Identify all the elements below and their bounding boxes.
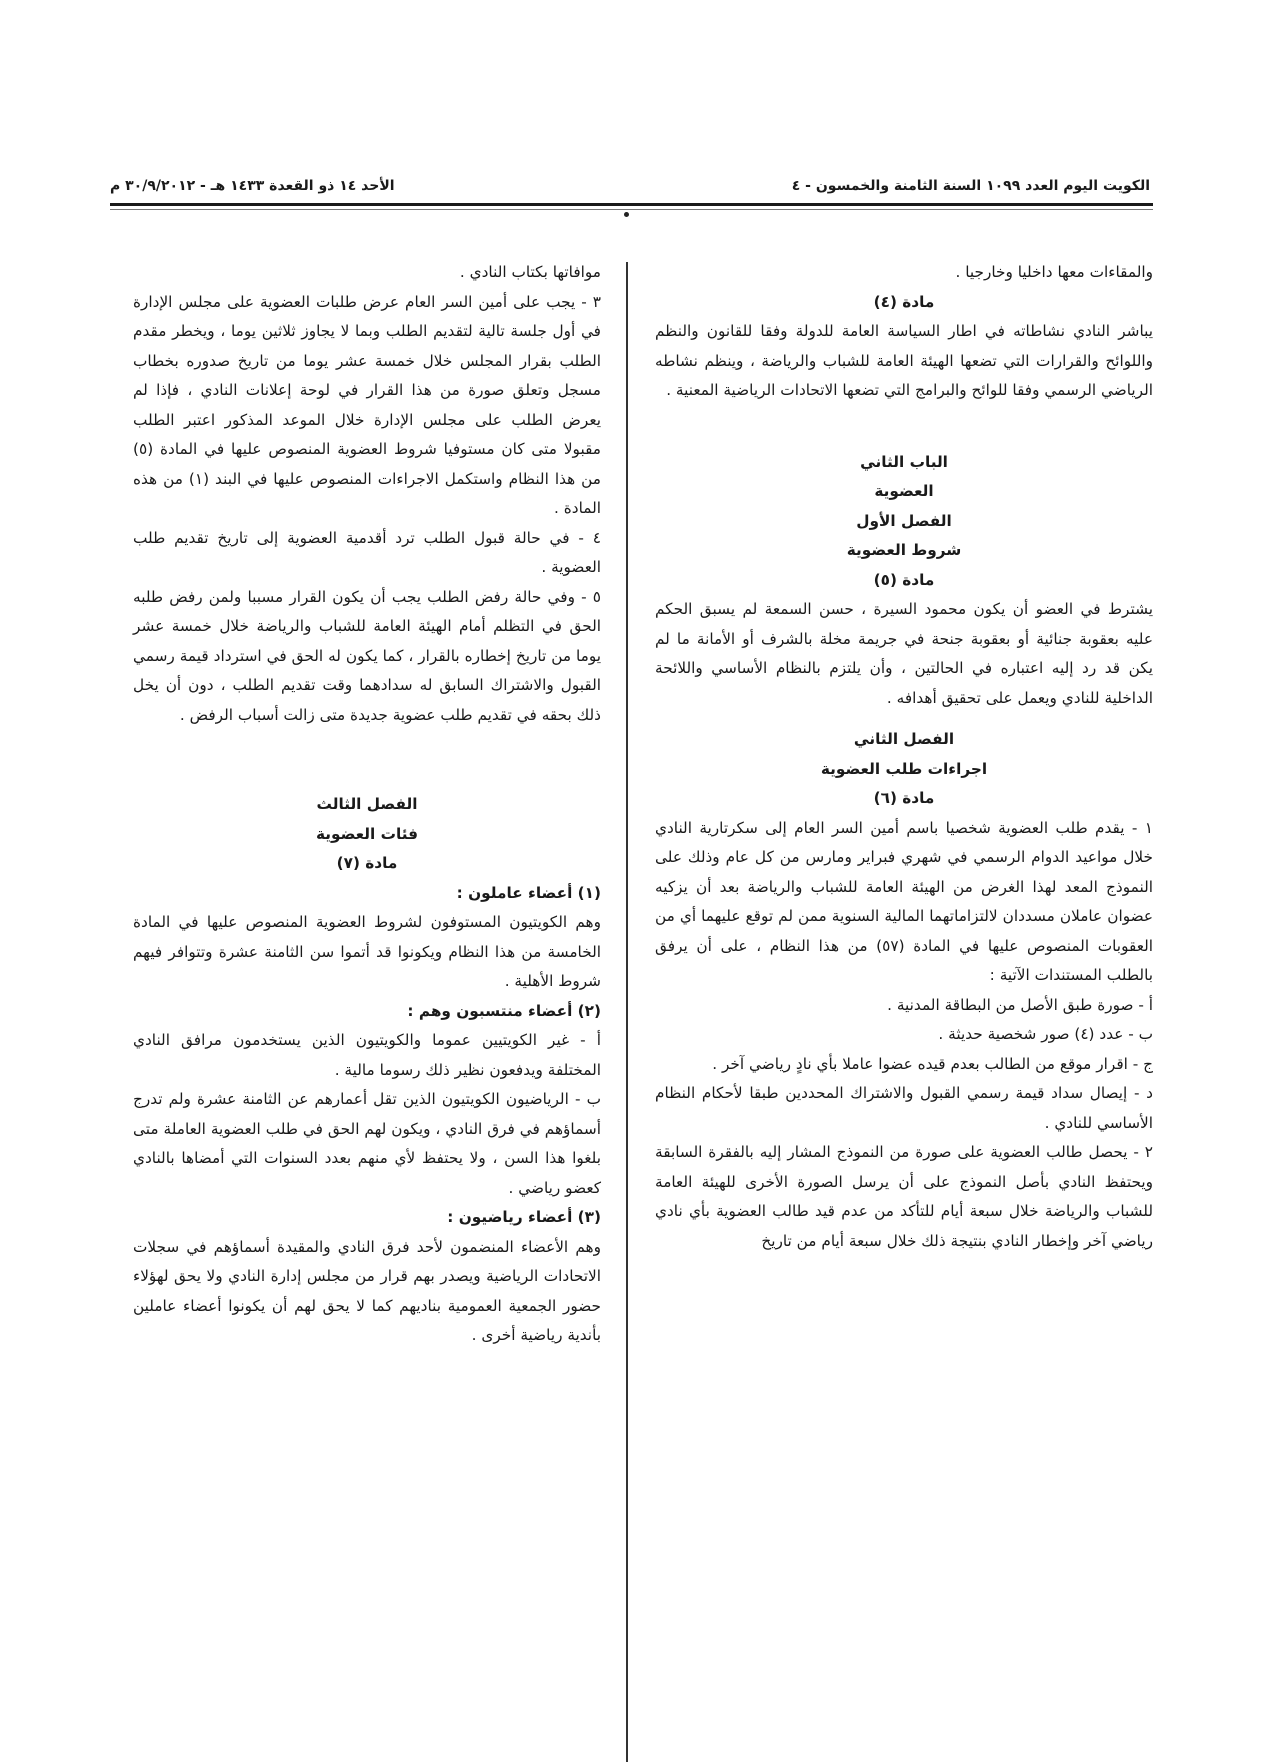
- header-rule-thick: [110, 203, 1153, 206]
- column-divider: [626, 262, 628, 1762]
- column-divider-dot: [624, 212, 629, 217]
- section-title: فئات العضوية: [315, 824, 418, 843]
- paragraph: يشترط في العضو أن يكون محمود السيرة ، حسن السمعة لم يسبق الحكم عليه بعقوبة جنائية أو بعقوبة جنحة في جريمة مخلة بالشرف أو الأمانة ما لم يكن قد رد إليه اعتباره في الحالتين ، وأن يلتزم بالنظام الأساسي واللائحة الداخلية للنادي ويعمل على تحقيق أهدافه .: [655, 600, 1153, 707]
- paragraph: يباشر النادي نشاطاته في اطار السياسة العامة للدولة وفقا للقانون والنظم واللوائح والقرارات التي تضعها الهيئة العامة للشباب والرياضة ، وينظم نشاطه الرياضي الرسمي وفقا للوائح والبرامج التي تضعها الاتحادات الرياضية المعنية .: [655, 322, 1153, 399]
- chapter-heading: الباب الثاني: [860, 452, 948, 471]
- section-heading: الفصل الأول: [856, 511, 952, 530]
- spacer: [655, 406, 1153, 436]
- paragraph: ٢ - يحصل طالب العضوية على صورة من النموذج المشار إليه بالفقرة السابقة ويحتفظ النادي بأصل النموذج على أن يرسل الصورة الأخرى للهيئة العامة للشباب والرياضة خلال سبعة أيام للتأكد من عدم قيد طالب العضوية بأي نادي رياضي آخر وإخطار النادي بنتيجة ذلك خلال سبعة أيام من تاريخ: [655, 1143, 1153, 1250]
- paragraph: وهم الكويتيون المستوفون لشروط العضوية المنصوص عليها في المادة الخامسة من هذا النظام ويكونوا قد أتموا سن الثامنة عشرة وتتوافر فيهم شروط الأهلية .: [133, 913, 601, 990]
- section-title: اجراءات طلب العضوية: [820, 759, 988, 778]
- article-heading: مادة (٤): [873, 292, 935, 311]
- list-item: ج - اقرار موقع من الطالب بعدم قيده عضوا عاملا بأي نادٍ رياضي آخر .: [712, 1054, 1153, 1073]
- page-header: [110, 178, 1150, 200]
- spacer: [133, 760, 601, 790]
- paragraph: ٣ - يجب على أمين السر العام عرض طلبات العضوية على مجلس الإدارة في أول جلسة تالية لتقديم الطلب وبما لا يجاوز ثلاثين يوما ، ويخطر مقدم الطلب بقرار المجلس خلال خمسة عشر يوما من تاريخ صدوره بخطاب مسجل وتعلق صورة من هذا القرار في لوحة إعلانات النادي ، فإذا لم يعرض الطلب على مجلس الإدارة خلال الموعد المذكور اعتبر الطلب مقبولا متى كان مستوفيا شروط العضوية المنصوص عليها في المادة (٥) من هذا النظام واستكمل الاجراءات المنصوص عليها في البند (١) من هذه المادة .: [133, 292, 601, 517]
- list-item: د - إيصال سداد قيمة رسمي القبول والاشتراك المحددين طبقا لأحكام النظام الأساسي للنادي .: [655, 1084, 1153, 1132]
- paragraph: أ - غير الكويتيين عموما والكويتيون الذين يستخدمون مرافق النادي المختلفة ويدفعون نظير ذلك رسوما مالية .: [133, 1031, 601, 1079]
- left-column: [133, 258, 601, 1351]
- paragraph: ٤ - في حالة قبول الطلب ترد أقدمية العضوية إلى تاريخ تقديم طلب العضوية .: [133, 528, 601, 576]
- header-publication: الكويت اليوم العدد ١٠٩٩ السنة الثامنة والخمسون - ٤: [791, 178, 1150, 194]
- subsection-heading: (١) أعضاء عاملون :: [456, 883, 601, 902]
- spacer: [133, 730, 601, 760]
- paragraph: ١ - يقدم طلب العضوية شخصيا باسم أمين السر العام إلى سكرتارية النادي خلال مواعيد الدوام الرسمي في شهري فبراير ومارس من كل عام وذلك على النموذج المعد لهذا الغرض من الهيئة العامة للشباب والرياضة بعد أن يزكيه عضوان عاملان مسددان لالتزاماتهما المالية السنوية ممن لم توقع عليهما أي من العقوبات المنصوص عليها في المادة (٥٧) من هذا النظام ، على أن يرفق بالطلب المستندات الآتية :: [655, 818, 1153, 984]
- article-heading: مادة (٧): [336, 854, 398, 872]
- section-heading: الفصل الثالث: [316, 795, 418, 813]
- header-rule-thin: [110, 209, 1153, 210]
- spacer: [655, 713, 1153, 725]
- section-title: شروط العضوية: [846, 541, 962, 559]
- chapter-title: العضوية: [874, 482, 934, 500]
- right-column: [655, 258, 1153, 1256]
- paragraph: ٥ - وفي حالة رفض الطلب يجب أن يكون القرار مسببا ولمن رفض طلبه الحق في التظلم أمام الهيئة العامة للشباب والرياضة خلال خمسة عشر يوما من تاريخ إخطاره بالقرار ، كما يكون له الحق في استرداد قيمة رسمي القبول والاشتراك السابق له سدادهما وقت تقديم الطلب ، دون أن يخل ذلك بحقه في تقديم طلب عضوية جديدة متى زالت أسباب الرفض .: [133, 587, 601, 724]
- subsection-heading: (٢) أعضاء منتسبون وهم :: [407, 1001, 601, 1020]
- spacer: [655, 436, 1153, 448]
- section-heading: الفصل الثاني: [853, 730, 955, 748]
- list-item: أ - صورة طبق الأصل من البطاقة المدنية .: [887, 995, 1153, 1014]
- header-date: الأحد ١٤ ذو القعدة ١٤٣٣ هـ - ٣٠/٩/٢٠١٢ م: [110, 178, 395, 194]
- article-heading: مادة (٦): [873, 789, 935, 807]
- paragraph: والمقاءات معها داخليا وخارجيا .: [955, 263, 1153, 281]
- list-item: ب - عدد (٤) صور شخصية حديثة .: [938, 1025, 1153, 1043]
- article-heading: مادة (٥): [873, 570, 935, 589]
- paragraph: ب - الرياضيون الكويتيون الذين تقل أعمارهم عن الثامنة عشرة ولم تدرج أسماؤهم في فرق النادي ، ويكون لهم الحق في طلب العضوية العاملة متى بلغوا هذا السن ، ولا يحتفظ لأي منهم بعدد السنوات التي أمضاها بالنادي كعضو رياضي .: [133, 1090, 601, 1197]
- paragraph: موافاتها بكتاب النادي .: [459, 263, 601, 281]
- paragraph: وهم الأعضاء المنضمون لأحد فرق النادي والمقيدة أسماؤهم في سجلات الاتحادات الرياضية ويصدر بهم قرار من مجلس إدارة النادي ولا يحق لهؤلاء حضور الجمعية العمومية بناديهم كما لا يحق لهم أن يكونوا أعضاء عاملين بأندية رياضية أخرى .: [133, 1237, 601, 1344]
- subsection-heading: (٣) أعضاء رياضيون :: [447, 1208, 601, 1226]
